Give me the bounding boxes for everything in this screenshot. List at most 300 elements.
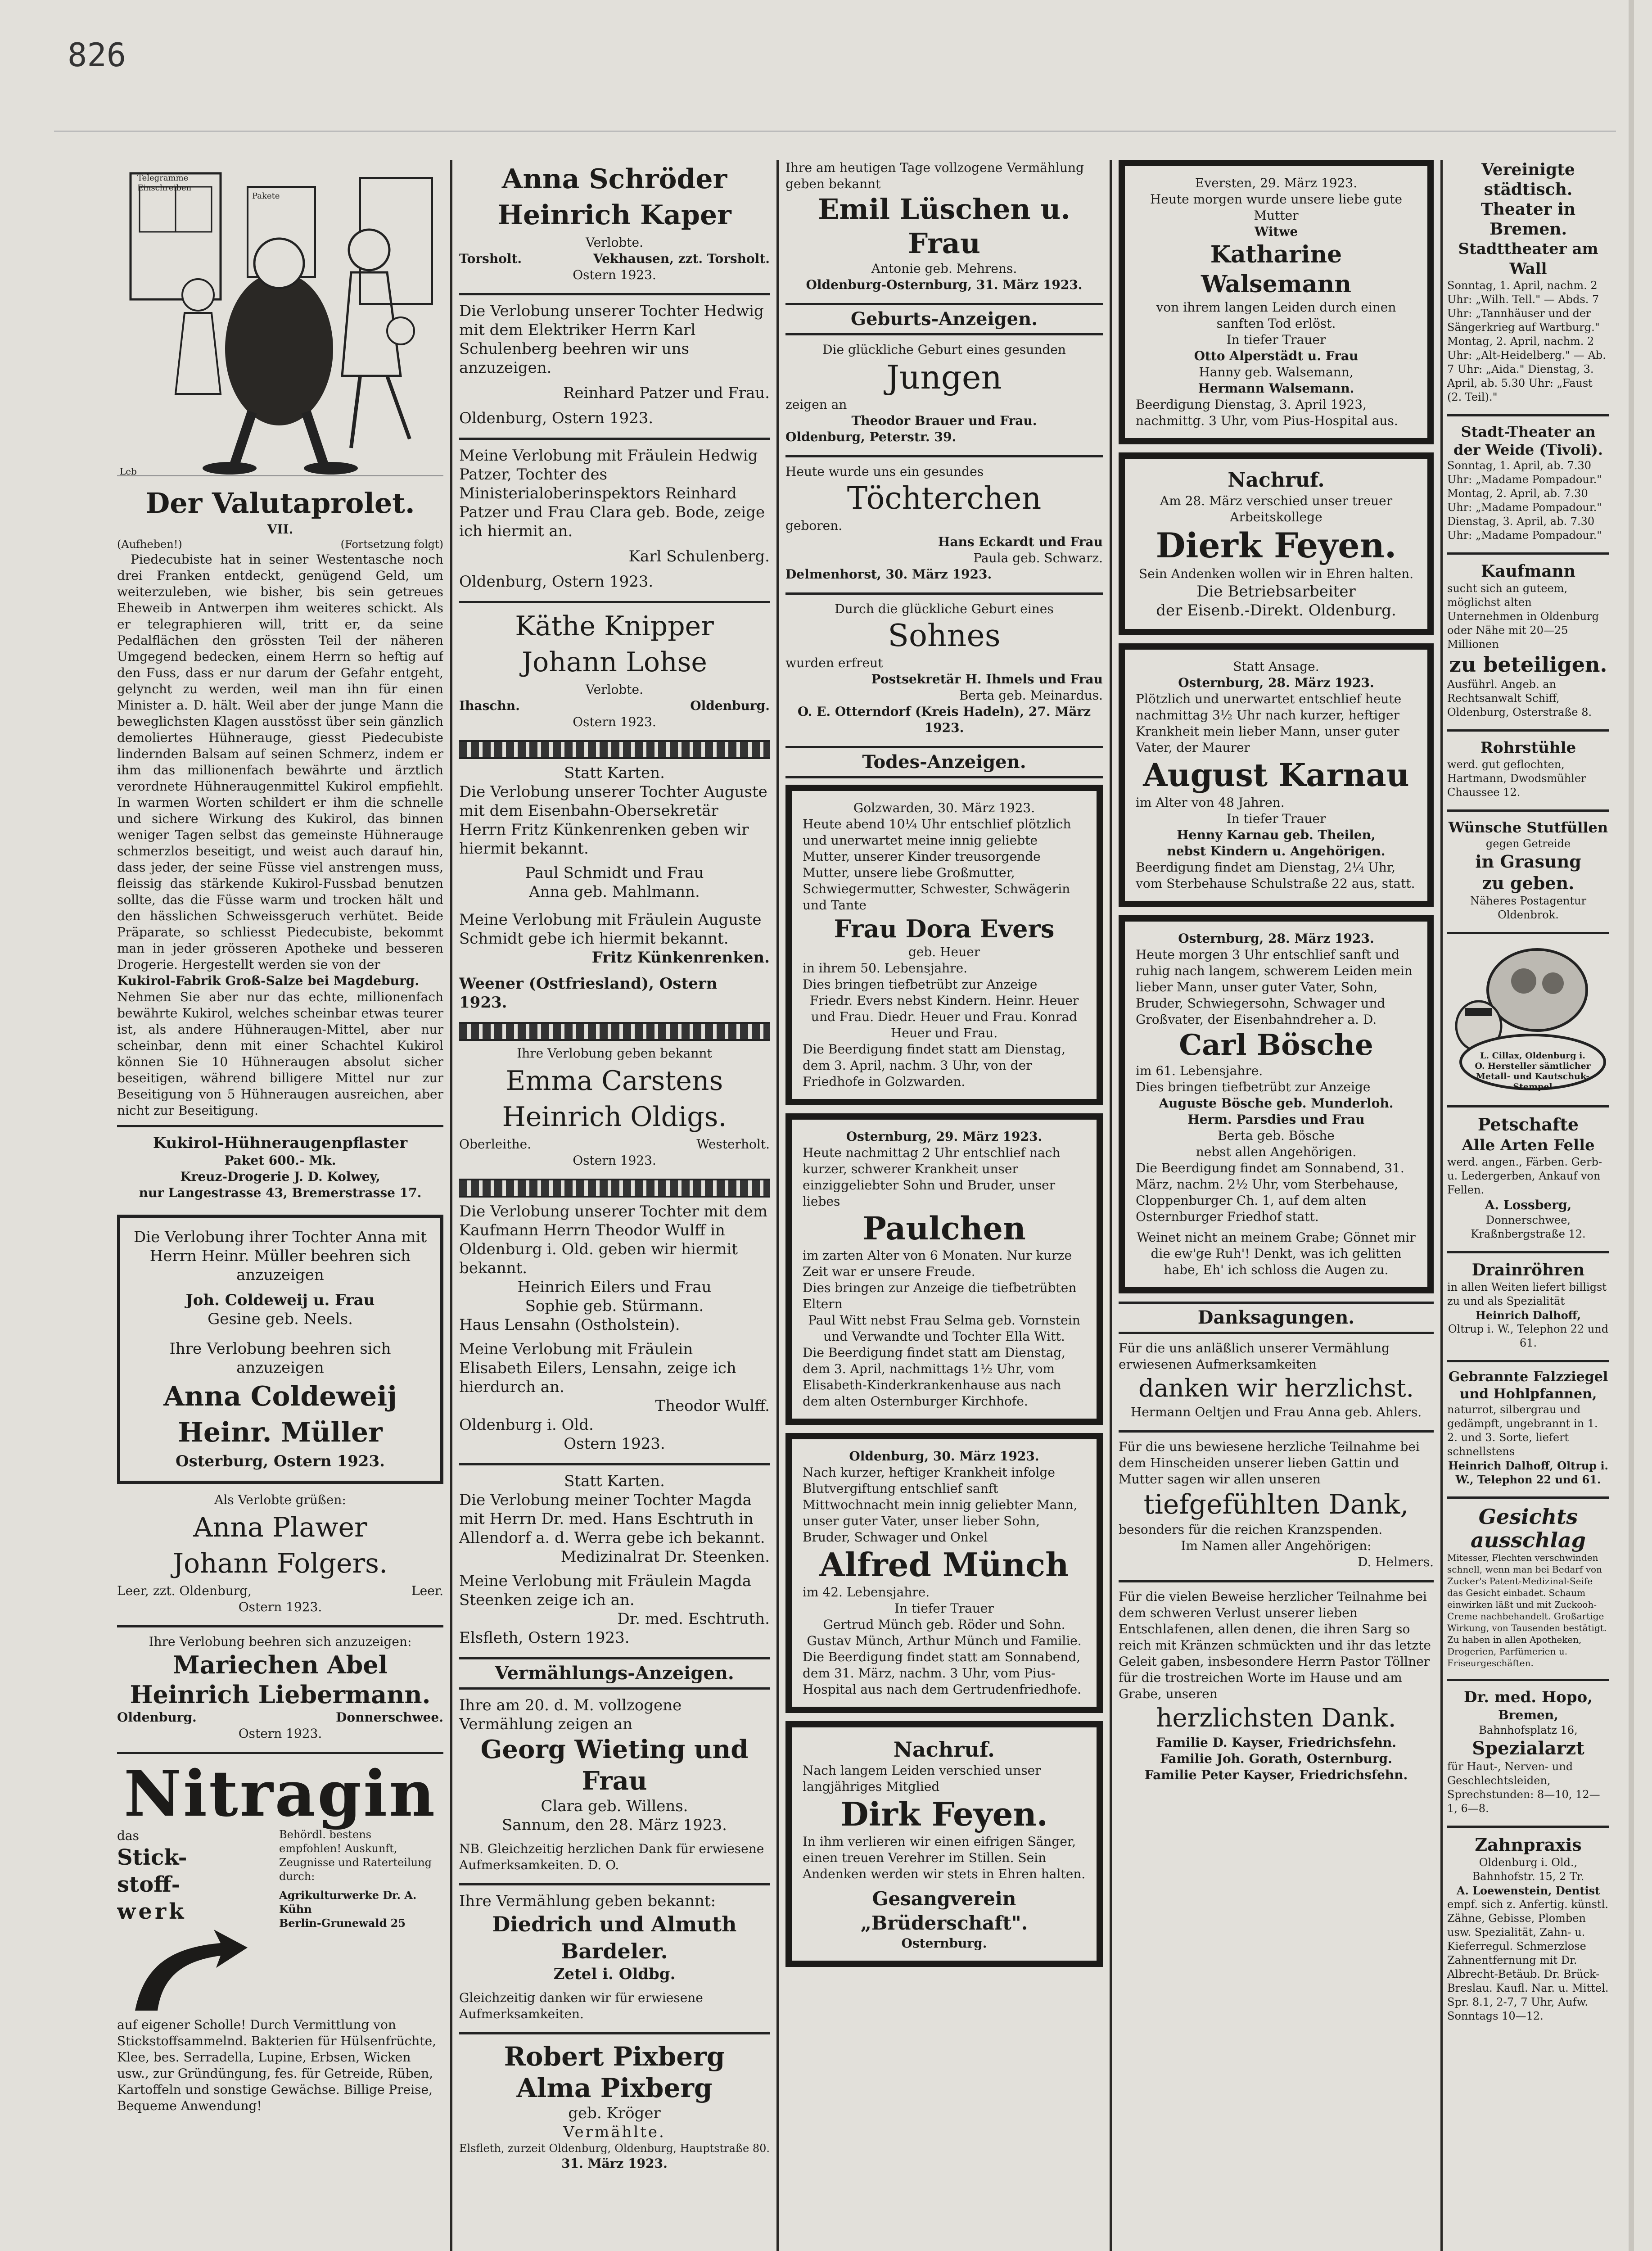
engagement-head: Statt Karten.	[564, 1472, 665, 1490]
ad-title: Kaufmann	[1480, 562, 1576, 581]
engagement-bride: Anna Coldeweij	[163, 1381, 397, 1412]
wedding-place: Oldenburg-Osternburg, 31. März 1923.	[806, 277, 1083, 292]
ad-name: A. Loewenstein, Dentist	[1456, 1884, 1600, 1897]
ornament-border	[459, 740, 770, 759]
place-left: Torsholt.	[459, 251, 522, 266]
obituary-place: Eversten, 29. März 1923.	[1195, 176, 1358, 190]
obituary-family-2: nebst Kindern u. Angehörigen.	[1167, 844, 1386, 859]
ad-text: sucht sich an guteem, möglichst alten Unternehmen in Oldenburg oder Nähe mit 20—25 Millionen	[1447, 582, 1599, 651]
ad-title: Petschafte	[1477, 1114, 1579, 1135]
place-left: Ihaschn.	[459, 698, 520, 713]
birth-text: Durch die glückliche Geburt eines	[835, 601, 1054, 616]
obituary-paulchen	[785, 1113, 1103, 1425]
nitragin-das: das	[117, 1828, 139, 1843]
ad-title: Gesichts ausschlag	[1471, 1505, 1586, 1552]
ad-address: Donnerschwee, Kraßnbergstraße 12.	[1471, 1214, 1586, 1240]
thanks-sign-2: Familie Joh. Gorath, Osternburg.	[1160, 1751, 1392, 1766]
ad-zahnpraxis	[1447, 1834, 1609, 2023]
right-page-edge	[1629, 0, 1634, 2251]
obituary-burial: Die Beerdigung findet statt am Sonnabend, dem 31. März, nachm. 3 Uhr, vom Pius-Hospital aus nach dem Gertrudenfriedhofe.	[803, 1650, 1082, 1697]
birth-sign-2: Paula geb. Schwarz.	[973, 551, 1103, 565]
nitragin-word-3: werk	[117, 1899, 187, 1924]
wedding-bardeler	[459, 1892, 770, 2022]
obituary-age: im zarten Alter von 6 Monaten. Nur kurze Zeit war er unsere Freude.	[803, 1248, 1072, 1279]
story-maker: Kukirol-Fabrik Groß-Salze bei Magdeburg.	[117, 973, 420, 988]
rule	[459, 601, 770, 603]
cartoon-sign-einschreiben: Einschreiben	[137, 183, 192, 193]
thanks-sign-3: Familie Peter Kayser, Friedrichsfehn.	[1144, 1767, 1408, 1782]
engagement-groom: Heinrich Liebermann.	[130, 1680, 431, 1709]
column-4	[1119, 160, 1434, 2251]
obituary-age: im 61. Lebensjahre.	[1136, 1063, 1263, 1078]
obituary-burial: Beerdigung findet am Dienstag, 2¼ Uhr, vom Sterbehause Schulstraße 22 aus, statt.	[1136, 860, 1415, 891]
thanks-kayser	[1119, 1589, 1434, 1783]
place-right: Donnerschwee.	[336, 1710, 443, 1725]
obituary-feyen-work	[1119, 452, 1434, 635]
birth-pre: geboren.	[785, 518, 843, 533]
engagement-sign-1: Heinrich Eilers und Frau	[517, 1278, 712, 1296]
engagement-coldeweij	[117, 1215, 443, 1484]
nitragin-city: Berlin-Grunewald 25	[279, 1917, 406, 1930]
engagement-text: Meine Verlobung mit Fräulein Hedwig Patzer, Tochter des Ministerialoberinspektors Reinhard Patzer und Frau Clara geb. Bode, zeige ich hiermit an.	[459, 447, 765, 540]
kukirol-shop: Kreuz-Drogerie J. D. Kolwey,	[180, 1169, 380, 1184]
birth-sign-1: Hans Eckardt und Frau	[938, 534, 1103, 549]
column-rule-2	[776, 160, 779, 2251]
theater-program: Sonntag, 1. April, nachm. 2 Uhr: „Wilh. Tell." — Abds. 7 Uhr: „Tannhäuser und der Sängerkrieg auf Wartburg." Montag, 2. April, nachm. 2 Uhr: „Alt-Heidelberg." — Ab. 7 Uhr: „Aida." Dienstag, 3. April, ab. 5.30 Uhr: „Faust (2. Teil)."	[1447, 279, 1606, 403]
engagement-bride: Anna Schröder	[501, 163, 727, 195]
obituary-place: Osternburg, 28. März 1923.	[1178, 931, 1374, 946]
wedding-note: Gleichzeitig danken wir für erwiesene Aufmerksamkeiten.	[459, 1990, 703, 2021]
obituary-name: Alfred Münch	[819, 1546, 1069, 1584]
ad-title: Zahnpraxis	[1475, 1835, 1582, 1855]
obituary-family-2: Herm. Parsdies und Frau	[1187, 1112, 1365, 1127]
birth-text: Heute wurde uns ein gesundes	[785, 464, 984, 479]
ad-big: zu beteiligen.	[1449, 652, 1607, 677]
birth-brauer	[785, 342, 1103, 445]
birth-pre: zeigen an	[785, 397, 847, 412]
place-right: Oldenburg.	[690, 698, 770, 713]
obituary-body: In ihm verlieren wir einen eifrigen Sänger, einen treuen Verehrer im Stillen. Sein Andenken werden wir stets in Ehren halten.	[803, 1834, 1086, 1881]
ad-title: Rohrstühle	[1480, 739, 1576, 757]
engagement-parents: Joh. Coldeweij u. Frau	[185, 1291, 375, 1309]
birth-name: Jungen	[886, 358, 1002, 396]
engagement-sub: Verlobte.	[585, 235, 644, 250]
obituary-text-2: Dies bringen tiefbetrübt zur Anzeige	[803, 977, 1038, 992]
story-end: Nehmen Sie aber nur das echte, millionenfach bewährte Kukirol, welches scheinbar etwas teurer ist, als andere Hühneraugen-Mittel, aber nur scheinbar, denn mit einer Schachtel Kukirol können Sie 10 Hühneraugen absolut sicher beseitigen, während billigere Mittel nur zur Beseitigung von 5 Hühneraugen ausreichen, aber nicht zur Beseitigung.	[117, 990, 443, 1118]
engagement-abel	[117, 1634, 443, 1742]
column-rule-1	[450, 160, 452, 2251]
section-heading-thanks: Danksagungen.	[1119, 1302, 1434, 1334]
rule	[1447, 1360, 1609, 1362]
obituary-place: Osternburg, 28. März 1923.	[1178, 675, 1374, 690]
wedding-intro: Ihre Vermählung geben bekannt:	[459, 1892, 716, 1910]
theater-title: Vereinigte städtisch. Theater in Bremen.	[1480, 160, 1576, 239]
story-meta	[117, 538, 443, 551]
theater-bremen	[1447, 160, 1609, 404]
obituary-family-1: Auguste Bösche geb. Munderloh.	[1159, 1096, 1394, 1111]
obituary-place: Golzwarden, 30. März 1923.	[853, 800, 1035, 815]
ad-petschafte	[1447, 1114, 1609, 1241]
birth-name: Töchterchen	[847, 481, 1042, 516]
wedding-name-1: Robert Pixberg	[504, 2041, 725, 2072]
ad-name: A. Lossberg,	[1485, 1198, 1572, 1212]
wedding-place: Zetel i. Oldbg.	[553, 1965, 676, 1983]
obituary-text: Nach langem Leiden verschied unser langjähriges Mitglied	[803, 1763, 1041, 1794]
engagement-date: Ostern 1923.	[238, 1726, 322, 1741]
story-body: Piedecubiste hat in seiner Westentasche noch drei Franken entdeckt, genügend Geld, um weiterzuleben, wie bisher, bis sein getreues Eheweib in Antwerpen ihm weiteres schickt. Als er telegraphieren will, tritt er, da seine Pedalflächen den grössten Teil der näheren Umgegend bedecken, einem Herrn so heftig auf den Fuss, dass er nur darum der Gefahr entgeht, gelyncht zu werden, weil man ihn für einen Minister a. D. hält. Weil aber der junge Mann die beweglichsten Klagen ausstösst über sein gänzlich demoliertes Hühnerauge, giesst Piedecubiste lindernden Balsam auf seinen Schmerz, indem er ihm das millionenfach bewährte und ärztlich verordnete Hühneraugenmittel Kukirol empfiehlt. In warmen Worten schildert er ihm die schnelle und sichere Wirkung des Kukirol, das binnen weniger Tagen selbst das gemeinste Hühnerauge schmerzlos beseitigt, und weist auch darauf hin, dass jeder, der seine Füsse viel anstrengen muss, fleissig das stärkende Kukirol-Fussbad benutzen sollte, das die Füsse warm und trocken hält und den hässlichen Schweissgeruch verhütet. Beide Präparate, so schliesst Piedecubiste, bekommt man in jeder grösseren Apotheke und besseren Drogerie. Hergestellt werden sie von der	[117, 552, 443, 972]
column-1	[117, 160, 443, 2251]
cartoon-drawing	[117, 160, 443, 475]
obituary-text-2: In tiefer Trauer	[894, 1601, 994, 1616]
page-number: 826	[68, 36, 126, 74]
birth-pre: wurden erfreut	[785, 655, 883, 670]
ad-big-2: zu geben.	[1482, 873, 1575, 893]
rule	[459, 2032, 770, 2034]
column-3	[785, 160, 1103, 2251]
ad-title: Wünsche Stutfüllen	[1448, 819, 1608, 836]
obituary-name: Dierk Feyen.	[1155, 525, 1397, 565]
ad-text: gegen Getreide	[1485, 837, 1571, 850]
engagement-place: Oldenburg, Ostern 1923.	[459, 573, 654, 591]
engagement-date: Ostern 1923.	[573, 714, 656, 729]
ad-title: Drainröhren	[1471, 1261, 1585, 1279]
engagement-intro-2: Ihre Verlobung beehren sich anzuzeigen	[169, 1340, 391, 1377]
birth-sign-2: Berta geb. Meinardus.	[959, 688, 1103, 703]
engagement-sign-2: Dr. med. Eschtruth.	[617, 1610, 770, 1628]
thanks-text-2: besonders für die reichen Kranzspenden.	[1119, 1522, 1383, 1537]
nitragin-body: auf eigener Scholle! Durch Vermittlung von Stickstoffsammelnd. Bakterien für Hülsenfrüchte, Klee, bes. Serradella, Lupine, Erbsen, Wicken usw., zur Gründüngung, fes. für Getreide, Rüben, Kartoffeln und sonstige Gewächse. Billige Preise, Bequeme Anwendung!	[117, 2017, 437, 2113]
obituary-place: Oldenburg, 30. März 1923.	[849, 1449, 1039, 1464]
ad-dr-hopo	[1447, 1687, 1609, 1816]
rule	[117, 1752, 443, 1754]
wedding-pixberg	[459, 2041, 770, 2172]
engagement-bride: Emma Carstens	[506, 1065, 723, 1097]
obituary-family: Gertrud Münch geb. Röder und Sohn. Gustav Münch, Arthur Münch und Familie.	[807, 1617, 1082, 1648]
wedding-sub: Antonie geb. Mehrens.	[871, 261, 1017, 276]
obituary-family-3: Berta geb. Bösche	[1218, 1128, 1335, 1143]
obituary-family: Friedr. Evers nebst Kindern. Heinr. Heuer und Frau. Diedr. Heuer und Frau. Konrad Heuer und Frau.	[809, 993, 1079, 1040]
section-heading-births: Geburts-Anzeigen.	[785, 303, 1103, 335]
engagement-intro: Ihre Verlobung beehren sich anzuzeigen:	[149, 1634, 412, 1649]
obituary-sign-2: der Eisenb.-Direkt. Oldenburg.	[1156, 601, 1396, 619]
obituary-sub: geb. Heuer	[908, 945, 980, 959]
birth-place: Delmenhorst, 30. März 1923.	[785, 567, 992, 582]
obituary-name: Katharine Walsemann	[1201, 241, 1351, 298]
engagement-sign-1: Paul Schmidt und Frau	[525, 864, 704, 882]
ad-text: Mitesser, Flechten verschwinden schnell, wenn man bei Bedarf von Zucker's Patent-Medizinal-Seife das Gesicht einbadet. Schaum einwirken läßt und mit Zuckooh-Creme nachbehandelt. Großartige Wirkung, von Tausenden bestätigt. Zu haben in allen Apotheken, Drogerien, Parfümerien u. Friseurgeschäften.	[1447, 1552, 1607, 1668]
cartoon-illustration	[117, 160, 443, 476]
section-heading-weddings: Vermählungs-Anzeigen.	[459, 1657, 770, 1690]
obituary-name: Dirk Feyen.	[840, 1795, 1048, 1833]
engagement-groom: Heinr. Müller	[178, 1417, 383, 1448]
thanks-text: Für die uns bewiesene herzliche Teilnahme bei dem Hinscheiden unserer lieben Gattin und Mutter sagen wir allen unseren	[1119, 1439, 1420, 1487]
rule	[117, 1125, 443, 1127]
engagement-groom: Johann Folgers.	[172, 1548, 388, 1579]
engagement-place: Elsfleth, Ostern 1923.	[459, 1629, 630, 1647]
engagement-intro: Ihre Verlobung geben bekannt	[517, 1046, 712, 1061]
engagement-sign-2: Sophie geb. Stürmann.	[525, 1297, 704, 1315]
obituary-head: Statt Ansage.	[1233, 659, 1319, 674]
engagement-sign: Karl Schulenberg.	[628, 547, 770, 565]
rule	[1447, 1105, 1609, 1107]
nitragin-side: Behördl. bestens empfohlen! Auskunft, Zeugnisse und Raterteilung durch:	[279, 1828, 432, 1883]
thanks-sign-2: D. Helmers.	[1358, 1555, 1434, 1569]
ad-sub: Alle Arten Felle	[1462, 1136, 1595, 1154]
nitragin-firm: Agrikulturwerke Dr. A. Kühn	[279, 1889, 417, 1916]
birth-text: Die glückliche Geburt eines gesunden	[822, 342, 1066, 357]
rule	[1447, 809, 1609, 812]
ad-text: empf. sich z. Anfertig. künstl. Zähne, Gebisse, Plomben usw. Spezialität, Zahn- u. Kieferregul. Schmerzlose Zahnentfernung mit Dr. Albrecht-Betäub. Dr. Brück-Breslau. Kaufl. Nar. u. Mittel. Spr. 8.1, 2-7, 7 Uhr, Aufw. Sonntags 10—12.	[1447, 1898, 1609, 2022]
obituary-karnau	[1119, 643, 1434, 907]
ad-name: Heinrich Dalhoff, Oltrup i. W., Telephon 22 und 61.	[1448, 1459, 1608, 1486]
ad-stutfuellen	[1447, 818, 1609, 922]
place-left: Leer, zzt. Oldenburg,	[117, 1583, 252, 1598]
engagement-bride: Mariechen Abel	[172, 1650, 388, 1679]
engagement-schulenberg	[459, 446, 770, 591]
engagement-date: Ostern 1923.	[238, 1600, 322, 1614]
thanks-oeltjen	[1119, 1340, 1434, 1420]
wedding-sub-1: geb. Kröger	[568, 2104, 661, 2122]
engagement-head: Statt Karten.	[564, 764, 665, 782]
section-heading-deaths: Todes-Anzeigen.	[785, 746, 1103, 778]
obituary-walsemann	[1119, 160, 1434, 444]
rule	[1119, 1430, 1434, 1433]
obituary-text: Heute morgen 3 Uhr entschlief sanft und ruhig nach langem, schwerem Leiden mein lieber Mann, unser guter Vater, Sohn, Bruder, Schwiegersohn, Schwager und Großvater, der Eisenbahndreher a. D.	[1136, 947, 1413, 1027]
cartoon-sign-pakete: Pakete	[252, 191, 280, 201]
engagement-text-2: Meine Verlobung mit Fräulein Magda Steenken zeige ich an.	[459, 1572, 751, 1609]
rule	[785, 455, 1103, 457]
thanks-text: Für die uns anläßlich unserer Vermählung erwiesenen Aufmerksamkeiten	[1119, 1341, 1390, 1372]
thanks-helmers	[1119, 1439, 1434, 1570]
obituary-text-2: Dies bringen tiefbetrübt zur Anzeige	[1136, 1080, 1371, 1094]
nitragin-title: Nitragin	[123, 1757, 437, 1831]
engagement-parents-mother: Gesine geb. Neels.	[208, 1310, 353, 1328]
place-right: Leer.	[411, 1583, 443, 1598]
arrow-icon	[117, 1925, 252, 2015]
obituary-boesche	[1119, 915, 1434, 1293]
engagement-carstens	[459, 1045, 770, 1169]
cartoon-caption: Leb	[120, 466, 137, 477]
engagement-text: Die Verlobung unserer Tochter Hedwig mit dem Elektriker Herrn Karl Schulenberg beehren wir uns anzuzeigen.	[459, 302, 764, 377]
engagement-groom: Heinrich Kaper	[497, 199, 731, 231]
wedding-wieting	[459, 1696, 770, 1873]
obituary-head: Nachruf.	[893, 1737, 995, 1762]
engagement-steenken	[459, 1472, 770, 1647]
rule	[117, 1625, 443, 1627]
obituary-burial: Die Beerdigung findet statt am Dienstag, dem 3. April, nachm. 3 Uhr, von der Friedhofe in Golzwarden.	[803, 1042, 1066, 1089]
wedding-place: Sannum, den 28. März 1923.	[502, 1816, 727, 1834]
place-right: Vekhausen, zzt. Torsholt.	[593, 251, 770, 266]
place-right: Oldenburg, Hauptstraße 80.	[614, 2142, 770, 2155]
wedding-places	[459, 2142, 770, 2156]
place-right: Westerholt.	[696, 1137, 770, 1152]
ad-text: naturrot, silbergrau und gedämpft, ungebrannt in 1. 2. und 3. Sorte, liefert schnellstens	[1447, 1403, 1598, 1458]
obituary-text: Heute nachmittag 2 Uhr entschlief nach kurzer, schwerer Krankheit unser einziggeliebter Sohn und Bruder, unser liebes	[803, 1145, 1061, 1209]
engagement-knipper	[459, 610, 770, 730]
obituary-text-2: von ihrem langen Leiden durch einen sanften Tod erlöst.	[1156, 300, 1396, 331]
engagement-date: Ostern 1923.	[573, 1153, 656, 1168]
ad-drainroehren	[1447, 1260, 1609, 1350]
obituary-sign: Gesangverein „Brüderschaft".	[860, 1888, 1028, 1934]
thanks-big: danken wir herzlichst.	[1138, 1374, 1414, 1402]
ornament-border	[459, 1022, 770, 1041]
wedding-name-2: Alma Pixberg	[516, 2073, 713, 2103]
kukirol-ad-title: Kukirol-Hühneraugenpflaster	[153, 1134, 408, 1152]
rule	[459, 1883, 770, 1885]
engagement-eilers	[459, 1202, 770, 1453]
obituary-family-1: Otto Alperstädt u. Frau	[1194, 348, 1359, 363]
obituary-sub: Witwe	[1254, 224, 1298, 239]
column-2	[459, 160, 770, 2251]
rule	[1119, 1580, 1434, 1582]
obituary-poem: Weinet nicht an meinem Grabe; Gönnet mir die ew'ge Ruh'! Denkt, was ich gelitten habe, Eh' ich schloss die Augen zu.	[1137, 1230, 1416, 1277]
engagement-places	[117, 1583, 443, 1599]
wedding-name: Diedrich und Almuth Bardeler.	[492, 1912, 737, 1963]
rule	[1447, 1826, 1609, 1828]
rule	[1447, 1496, 1609, 1499]
obituary-place: Osternburg, 29. März 1923.	[846, 1129, 1043, 1144]
ad-gesichtsausschlag	[1447, 1505, 1609, 1669]
wedding-note: NB. Gleichzeitig herzlichen Dank für erwiesene Aufmerksamkeiten. D. O.	[459, 1841, 764, 1872]
obituary-family-2: Hanny geb. Walsemann,	[1199, 365, 1354, 380]
place-left: Elsfleth, zurzeit Oldenburg,	[459, 2142, 611, 2155]
column-rule-3	[1110, 160, 1112, 2251]
obituary-place: Osternburg.	[901, 1936, 987, 1951]
rule	[785, 592, 1103, 595]
engagement-sign: Reinhard Patzer und Frau.	[563, 384, 770, 402]
ad-rohrstuehle	[1447, 738, 1609, 800]
ad-title: Gebrannte Falzziegel und Hohlpfannen,	[1448, 1369, 1608, 1402]
engagement-groom: Heinrich Oldigs.	[502, 1101, 727, 1133]
engagement-sign-3: Theodor Wulff.	[655, 1397, 770, 1415]
obituary-feyen-choir	[785, 1721, 1103, 1967]
obituary-name: August Karnau	[1143, 756, 1409, 794]
nitragin-ad	[117, 1757, 443, 2114]
obituary-burial: Die Beerdigung findet am Sonnabend, 31. März, nachm. 2½ Uhr, vom Sterbehause, Cloppenburger Ch. 1, auf dem alten Osternburger Friedhof statt.	[1136, 1161, 1404, 1224]
engagement-places	[117, 1709, 443, 1726]
birth-place: O. E. Otterndorf (Kreis Hadeln), 27. März 1923.	[797, 704, 1091, 735]
obituary-family-1: Henny Karnau geb. Theilen,	[1177, 827, 1376, 842]
ad-stamps	[1447, 940, 1609, 1095]
wedding-text: Ihre am 20. d. M. vollzogene Vermählung zeigen an	[459, 1696, 682, 1733]
obituary-mourning: In tiefer Trauer	[1226, 332, 1326, 347]
engagement-sign-3: Fritz Künkenrenken.	[591, 949, 770, 967]
obituary-text: Heute morgen wurde unsere liebe gute Mutter	[1150, 192, 1403, 223]
obituary-evers	[785, 785, 1103, 1105]
ad-name: Dr. med. Hopo,	[1463, 1688, 1593, 1706]
ad-address: Bahnhofsplatz 16,	[1479, 1724, 1578, 1736]
birth-eckardt	[785, 464, 1103, 583]
thanks-big: herzlichsten Dank.	[1156, 1704, 1396, 1733]
engagement-places	[459, 698, 770, 714]
obituary-text-2: Sein Andenken wollen wir in Ehren halten.	[1138, 566, 1414, 581]
rule	[1447, 414, 1609, 416]
thanks-sign: Hermann Oeltjen und Frau Anna geb. Ahlers.	[1130, 1405, 1422, 1419]
wedding-date: 31. März 1923.	[561, 2156, 668, 2171]
top-rule	[54, 131, 1616, 132]
obituary-text: Heute abend 10¼ Uhr entschlief plötzlich und unerwartet meine innig geliebte Mutter, unserer Kinder treusorgende Mutter, unsere liebe Großmutter, Schwiegermutter, Schwester, Schwägerin und Tante	[803, 817, 1071, 913]
rule	[1447, 1679, 1609, 1681]
wedding-name: Georg Wieting und Frau	[480, 1735, 749, 1796]
engagement-schroeder	[459, 163, 770, 283]
story-continued: (Fortsetzung folgt)	[340, 538, 443, 551]
birth-sign: Theodor Brauer und Frau.	[851, 413, 1037, 428]
kukirol-address: nur Langestrasse 43, Bremerstrasse 17.	[139, 1185, 422, 1200]
column-5	[1447, 160, 1609, 2251]
story-part: VII.	[267, 522, 293, 537]
obituary-age: im 42. Lebensjahre.	[803, 1585, 930, 1600]
engagement-place: Osterburg, Ostern 1923.	[176, 1452, 385, 1470]
theater-sub: Stadttheater am Wall	[1458, 240, 1598, 278]
rule	[1447, 1251, 1609, 1253]
wedding-lueschen	[785, 160, 1103, 293]
obituary-name: Carl Bösche	[1179, 1028, 1373, 1062]
engagement-date: Ostern 1923.	[573, 267, 656, 282]
engagement-text: Die Verlobung unserer Tochter mit dem Kaufmann Herrn Theodor Wulff in Oldenburg i. Old. geben wir hiermit bekannt.	[459, 1202, 768, 1277]
obituary-muench	[785, 1433, 1103, 1713]
obituary-burial: Die Beerdigung findet statt am Dienstag, dem 3. April, nachmittags 1½ Uhr, vom Elisabeth-Kinderkrankenhause aus nach dem alten Osternburger Kirchhofe.	[803, 1345, 1066, 1409]
engagement-place: Oldenburg, Ostern 1923.	[459, 409, 654, 427]
wedding-text: Ihre am heutigen Tage vollzogene Vermählung geben bekannt	[785, 160, 1084, 191]
cartoon-sign-telegramme: Telegramme	[137, 173, 189, 183]
ad-text-2: Näheres Postagentur Oldenbrok.	[1470, 895, 1587, 921]
ad-big-1: in Grasung	[1475, 851, 1581, 872]
obituary-text-2: Dies bringen zur Anzeige die tiefbetrübten Eltern	[803, 1280, 1077, 1311]
birth-ihmels	[785, 601, 1103, 736]
birth-place: Oldenburg, Peterstr. 39.	[785, 429, 957, 444]
ad-name: Heinrich Dalhoff,	[1476, 1309, 1581, 1322]
ad-text: für Haut-, Nerven- und Geschlechtsleiden, Sprechstunden: 8—10, 12—1, 6—8.	[1447, 1760, 1600, 1815]
column-rule-4	[1440, 160, 1443, 2251]
ad-falzziegel	[1447, 1369, 1609, 1487]
birth-sign-1: Postsekretär H. Ihmels und Frau	[871, 672, 1103, 687]
obituary-text: Plötzlich und unerwartet entschlief heute nachmittag 3½ Uhr nach kurzer, heftiger Krankheit mein lieber Mann, unser guter Vater, der Maurer	[1136, 692, 1402, 755]
engagement-place-1: Haus Lensahn (Ostholstein).	[459, 1316, 680, 1334]
engagement-text-2: Meine Verlobung mit Fräulein Elisabeth Eilers, Lensahn, zeige ich hierdurch an.	[459, 1340, 736, 1396]
ad-text-2: Ausführl. Angeb. an Rechtsanwalt Schiff, Oldenburg, Osterstraße 8.	[1447, 678, 1592, 719]
engagement-bride: Käthe Knipper	[515, 610, 714, 642]
ad-address: Oltrup i. W., Telephon 22 und 61.	[1448, 1323, 1609, 1349]
birth-name: Sohnes	[888, 618, 1001, 654]
theater-weide	[1447, 423, 1609, 542]
thanks-text: Für die vielen Beweise herzlicher Teilnahme bei dem schweren Verlust unserer lieben Entschlafenen, allen denen, die ihren Sarg so reich mit Kränzen schmückten und ihr das letzte Geleit gaben, insbesondere Herrn Pastor Töllner für die trostreichen Worte im Hause und am Grabe, unseren	[1119, 1589, 1431, 1701]
engagement-plawer	[117, 1492, 443, 1615]
obituary-family-4: nebst allen Angehörigen.	[1196, 1144, 1357, 1159]
engagement-intro: Die Verlobung ihrer Tochter Anna mit Herrn Heinr. Müller beehren sich anzuzeigen	[133, 1228, 427, 1284]
ad-text: in allen Weiten liefert billigst zu und als Spezialität	[1447, 1281, 1607, 1307]
engagement-patzer	[459, 302, 770, 428]
rule	[459, 293, 770, 295]
obituary-head: Nachruf.	[1228, 469, 1325, 492]
engagement-places	[459, 251, 770, 267]
engagement-bride: Anna Plawer	[193, 1512, 367, 1543]
engagement-sign-2: Anna geb. Mahlmann.	[529, 883, 700, 901]
wedding-sub: Clara geb. Willens.	[541, 1797, 688, 1815]
obituary-mourning: In tiefer Trauer	[1226, 811, 1326, 826]
place-left: Oberleithe.	[459, 1137, 532, 1152]
engagement-groom: Johann Lohse	[522, 646, 707, 678]
engagement-date: Ostern 1923.	[564, 1435, 665, 1453]
kukirol-price: Paket 600.- Mk.	[224, 1153, 336, 1168]
engagement-text: Die Verlobung meiner Tochter Magda mit Herrn Dr. med. Hans Eschtruth in Allendorf a. d. Werra gebe ich bekannt.	[459, 1491, 765, 1547]
engagement-places	[459, 1136, 770, 1153]
rule	[1447, 552, 1609, 555]
obituary-sign-1: Die Betriebsarbeiter	[1196, 583, 1356, 601]
rule	[1447, 729, 1609, 732]
nitragin-word-1: Stick-	[117, 1845, 187, 1870]
obituary-name: Frau Dora Evers	[834, 914, 1055, 943]
story-title: Der Valutaprolet.	[145, 487, 415, 520]
